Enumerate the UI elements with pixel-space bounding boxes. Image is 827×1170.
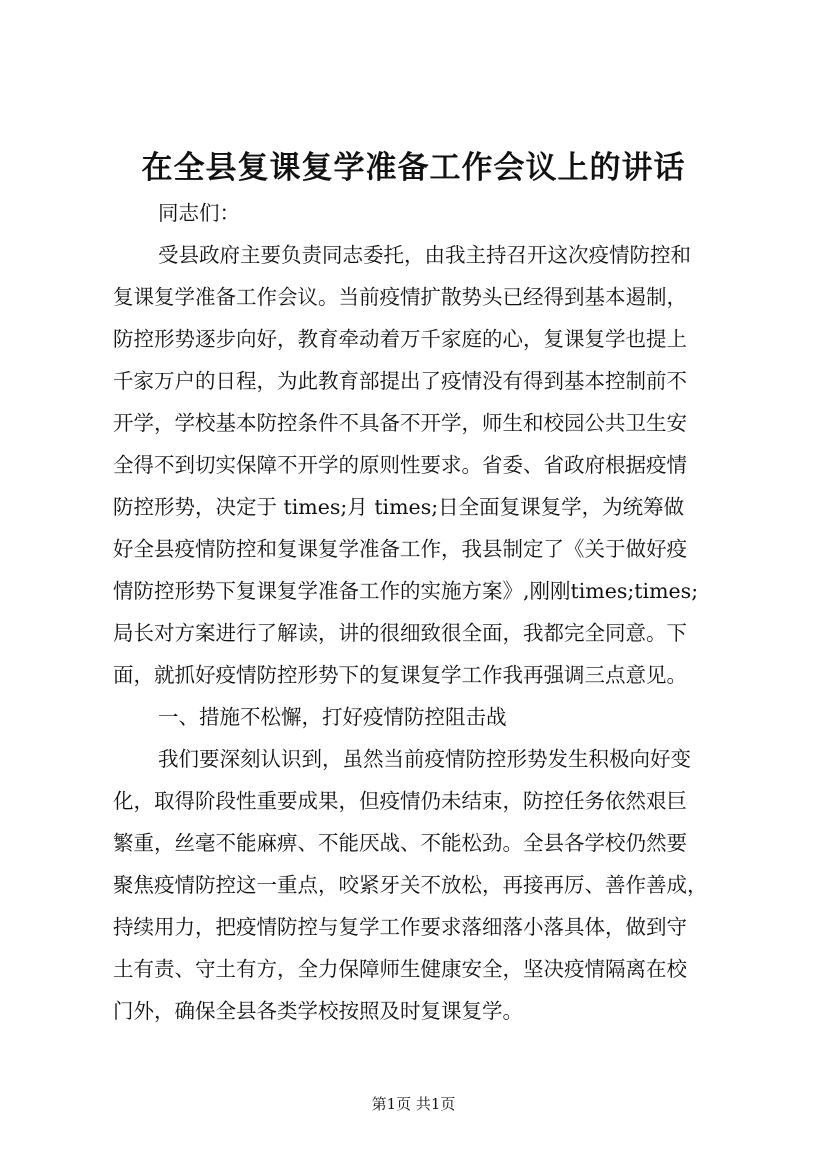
salutation: 同志们： bbox=[158, 201, 240, 225]
paragraph-line: 千家万户的日程，为此教育部提出了疫情没有得到基本控制前不 bbox=[113, 369, 687, 393]
paragraph-line: 开学，学校基本防控条件不具备不开学，师生和校园公共卫生安 bbox=[113, 411, 687, 435]
paragraph-line: 化，取得阶段性重要成果，但疫情仍未结束，防控任务依然艰巨 bbox=[113, 789, 687, 813]
paragraph-line: 局长对方案进行了解读，讲的很细致很全面，我都完全同意。下 bbox=[113, 621, 687, 645]
paragraph-line: 聚焦疫情防控这一重点，咬紧牙关不放松，再接再厉、善作善成， bbox=[113, 873, 708, 897]
document-title: 在全县复课复学准备工作会议上的讲话 bbox=[141, 150, 686, 186]
paragraph-line: 防控形势，决定于 times;月 times;日全面复课复学，为统筹做 bbox=[113, 495, 685, 519]
paragraph-line: 我们要深刻认识到，虽然当前疫情防控形势发生积极向好变 bbox=[158, 747, 691, 771]
section-heading: 一、措施不松懈，打好疫情防控阻击战 bbox=[158, 705, 507, 729]
paragraph-line: 防控形势逐步向好，教育牵动着万千家庭的心，复课复学也提上 bbox=[113, 327, 687, 351]
paragraph-line: 情防控形势下复课复学准备工作的实施方案》,刚刚times;times; bbox=[113, 579, 699, 603]
paragraph-line: 全得不到切实保障不开学的原则性要求。省委、省政府根据疫情 bbox=[113, 453, 687, 477]
paragraph-line: 土有责、守土有方，全力保障师生健康安全，坚决疫情隔离在校 bbox=[113, 957, 687, 981]
paragraph-line: 繁重，丝毫不能麻痹、不能厌战、不能松劲。全县各学校仍然要 bbox=[113, 831, 687, 855]
paragraph-line: 复课复学准备工作会议。当前疫情扩散势头已经得到基本遏制， bbox=[113, 285, 687, 309]
paragraph-line: 受县政府主要负责同志委托，由我主持召开这次疫情防控和 bbox=[158, 243, 691, 267]
paragraph-line: 门外，确保全县各类学校按照及时复课复学。 bbox=[113, 999, 523, 1023]
paragraph-line: 面，就抓好疫情防控形势下的复课复学工作我再强调三点意见。 bbox=[113, 663, 687, 687]
paragraph-line: 持续用力，把疫情防控与复学工作要求落细落小落具体，做到守 bbox=[113, 915, 687, 939]
page-footer: 第1页 共1页 bbox=[371, 1095, 456, 1113]
paragraph-line: 好全县疫情防控和复课复学准备工作，我县制定了《关于做好疫 bbox=[113, 537, 687, 561]
